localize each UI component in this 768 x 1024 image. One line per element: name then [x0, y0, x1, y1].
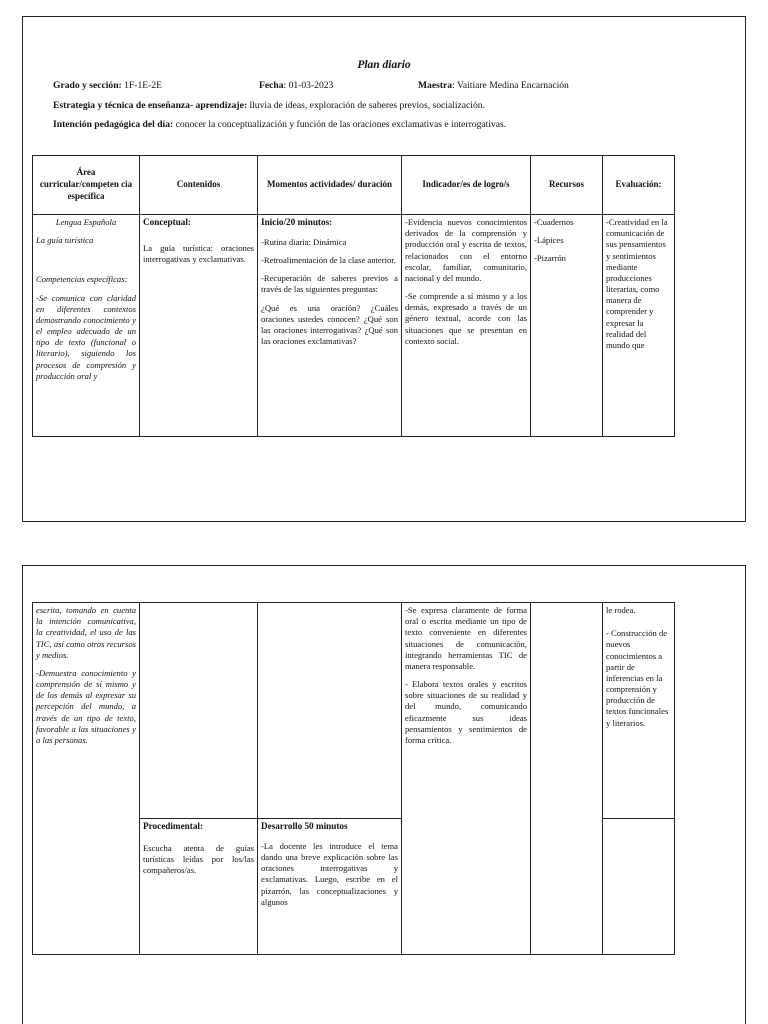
momento-item: -Rutina diaria: Dinámica	[261, 236, 347, 247]
desarrollo-text: -La docente les introduce el tema dando una breve explicación sobre las oraciones interrogativas y exclamativas. Luego, escribe en el pizarrón, las conceptualizaciones y algunos	[261, 840, 398, 907]
header-contenidos: Contenidos	[140, 156, 258, 215]
momento-item: -Retroalimentación de la clase anterior.	[261, 255, 396, 266]
indicador-cell	[402, 215, 531, 437]
indicador-item: -Evidencia nuevos conocimientos derivados de la comprensión y producción oral y escrita de textos, relacionados con el entorno escolar, familiar, comunitario, nacional y del mundo.	[405, 217, 527, 283]
momentos-cell	[258, 819, 402, 955]
fecha-value: : 01-03-2023	[283, 80, 334, 91]
conceptual-heading: Conceptual:	[143, 217, 191, 227]
intencion-line	[53, 119, 506, 130]
momento-item: ¿Qué es una oración? ¿Cuáles oraciones ustedes conocen? ¿Qué son las oraciones interrogativas? ¿Qué son las oraciones exclamativas?	[261, 302, 398, 347]
evaluacion-cell-continued	[603, 603, 675, 819]
grado-label: Grado y sección:	[53, 80, 122, 91]
momentos-cell-empty	[258, 603, 402, 819]
grado-value: 1F-1E-2E	[124, 80, 162, 91]
fecha-line	[259, 80, 333, 91]
estrategia-label: Estrategia y técnica de enseñanza- aprendizaje:	[53, 100, 248, 111]
header-momentos: Momentos actividades/ duración	[258, 156, 402, 215]
header-indicador: Indicador/es de logro/s	[402, 156, 531, 215]
contenidos-cell	[140, 819, 258, 955]
contenidos-cell	[140, 215, 258, 437]
momentos-cell	[258, 215, 402, 437]
intencion-label: Intención pedagógica del día:	[53, 119, 174, 130]
area-cell-continued	[33, 603, 140, 955]
evaluacion-text: -Creatividad en la comunicación de sus pensamientos y sentimientos mediante producciones literarias, como manera de comprender y expresar la realidad del mundo que	[606, 217, 668, 350]
plan-table-1	[32, 155, 675, 437]
evaluacion-cell	[603, 215, 675, 437]
estrategia-value: lluvia de ideas, exploración de saberes previos, socialización.	[247, 100, 485, 111]
indicador-item: -Se comprende a sí mismo y a los demás, expresado a través de un género textual, acorde con las situaciones que se presentan en contexto social.	[405, 291, 527, 346]
evaluacion-item: le rodea.	[606, 605, 636, 615]
header-area: Área curricular/competen cia específica	[33, 156, 140, 215]
plan-table-2	[32, 602, 675, 955]
procedimental-text: Escucha atenta de guías turísticas leídas por los/las compañeros/as.	[143, 842, 254, 876]
document-title: Plan diario	[357, 59, 411, 71]
grado-line	[53, 80, 162, 91]
contenidos-cell-empty	[140, 603, 258, 819]
maestra-label: Maestra	[418, 80, 453, 91]
procedimental-heading: Procedimental:	[143, 821, 204, 831]
estrategia-line	[53, 100, 485, 111]
table-row	[33, 215, 675, 437]
table-header-row	[33, 156, 675, 215]
evaluacion-item: - Construcción de nuevos conocimientos a partir de inferencias en la comprensión y producción de textos funcionales y literarios.	[606, 628, 669, 728]
topic-text: La guía turística	[36, 235, 94, 246]
document-page-2	[22, 565, 746, 1024]
area-continued-text: escrita, tomando en cuenta la intención comunicativa, la creatividad, el uso de las TIC, así como otros recursos y medios.	[36, 605, 136, 660]
inicio-heading: Inicio/20 minutos:	[261, 217, 333, 227]
recurso-item: -Cuadernos	[534, 217, 574, 227]
fecha-label: Fecha	[259, 80, 284, 91]
indicador-cell-continued	[402, 603, 531, 955]
maestra-line	[418, 80, 569, 91]
subject-text: Lengua Española	[55, 217, 117, 227]
recurso-item: -Lápices	[534, 235, 564, 246]
indicador-item: -Se expresa claramente de forma oral o escrita mediante un tipo de texto conveniente en diferentes situaciones de comunicación, integrando herramientas TIC de manera responsable.	[405, 605, 527, 671]
recursos-cell	[531, 215, 603, 437]
maestra-value: : Vaitiare Medina Encarnación	[452, 80, 569, 91]
competencias-text: -Se comunica con claridad en diferentes contextos demostrando conocimiento y el empleo adecuado de un tipo de texto (funcional o literario), siguiendo los procesos de compresión y producción oral y	[36, 292, 136, 381]
competencias-label: Competencias específicas:	[36, 274, 128, 285]
momento-item: -Recuperación de saberes previos a través de las siguientes preguntas:	[261, 273, 398, 295]
intencion-value: conocer la conceptualización y función de las oraciones exclamativas e interrogativas.	[173, 119, 507, 130]
header-evaluacion: Evaluación:	[603, 156, 675, 215]
conceptual-text: La guía turística: oraciones interrogativas y exclamativas.	[143, 242, 254, 265]
header-recursos: Recursos	[531, 156, 603, 215]
table-row	[33, 603, 675, 819]
area-cell	[33, 215, 140, 437]
area-continued-text: -Demuestra conocimiento y comprensión de sí mismo y de los demás al expresar su percepción del mundo, a través de un tipo de texto, favorable a las situaciones y a las personas.	[36, 667, 136, 745]
indicador-item: - Elabora textos orales y escritos sobre situaciones de su realidad y del mundo, comunicando eficazmente sus ideas pensamientos y sentimientos de forma crítica.	[405, 679, 527, 745]
desarrollo-heading: Desarrollo 50 minutos	[261, 821, 348, 831]
document-page-1	[22, 16, 746, 522]
recurso-item: -Pizarrón	[534, 253, 566, 264]
evaluacion-cell-empty	[603, 819, 675, 955]
recursos-cell-empty	[531, 603, 603, 955]
